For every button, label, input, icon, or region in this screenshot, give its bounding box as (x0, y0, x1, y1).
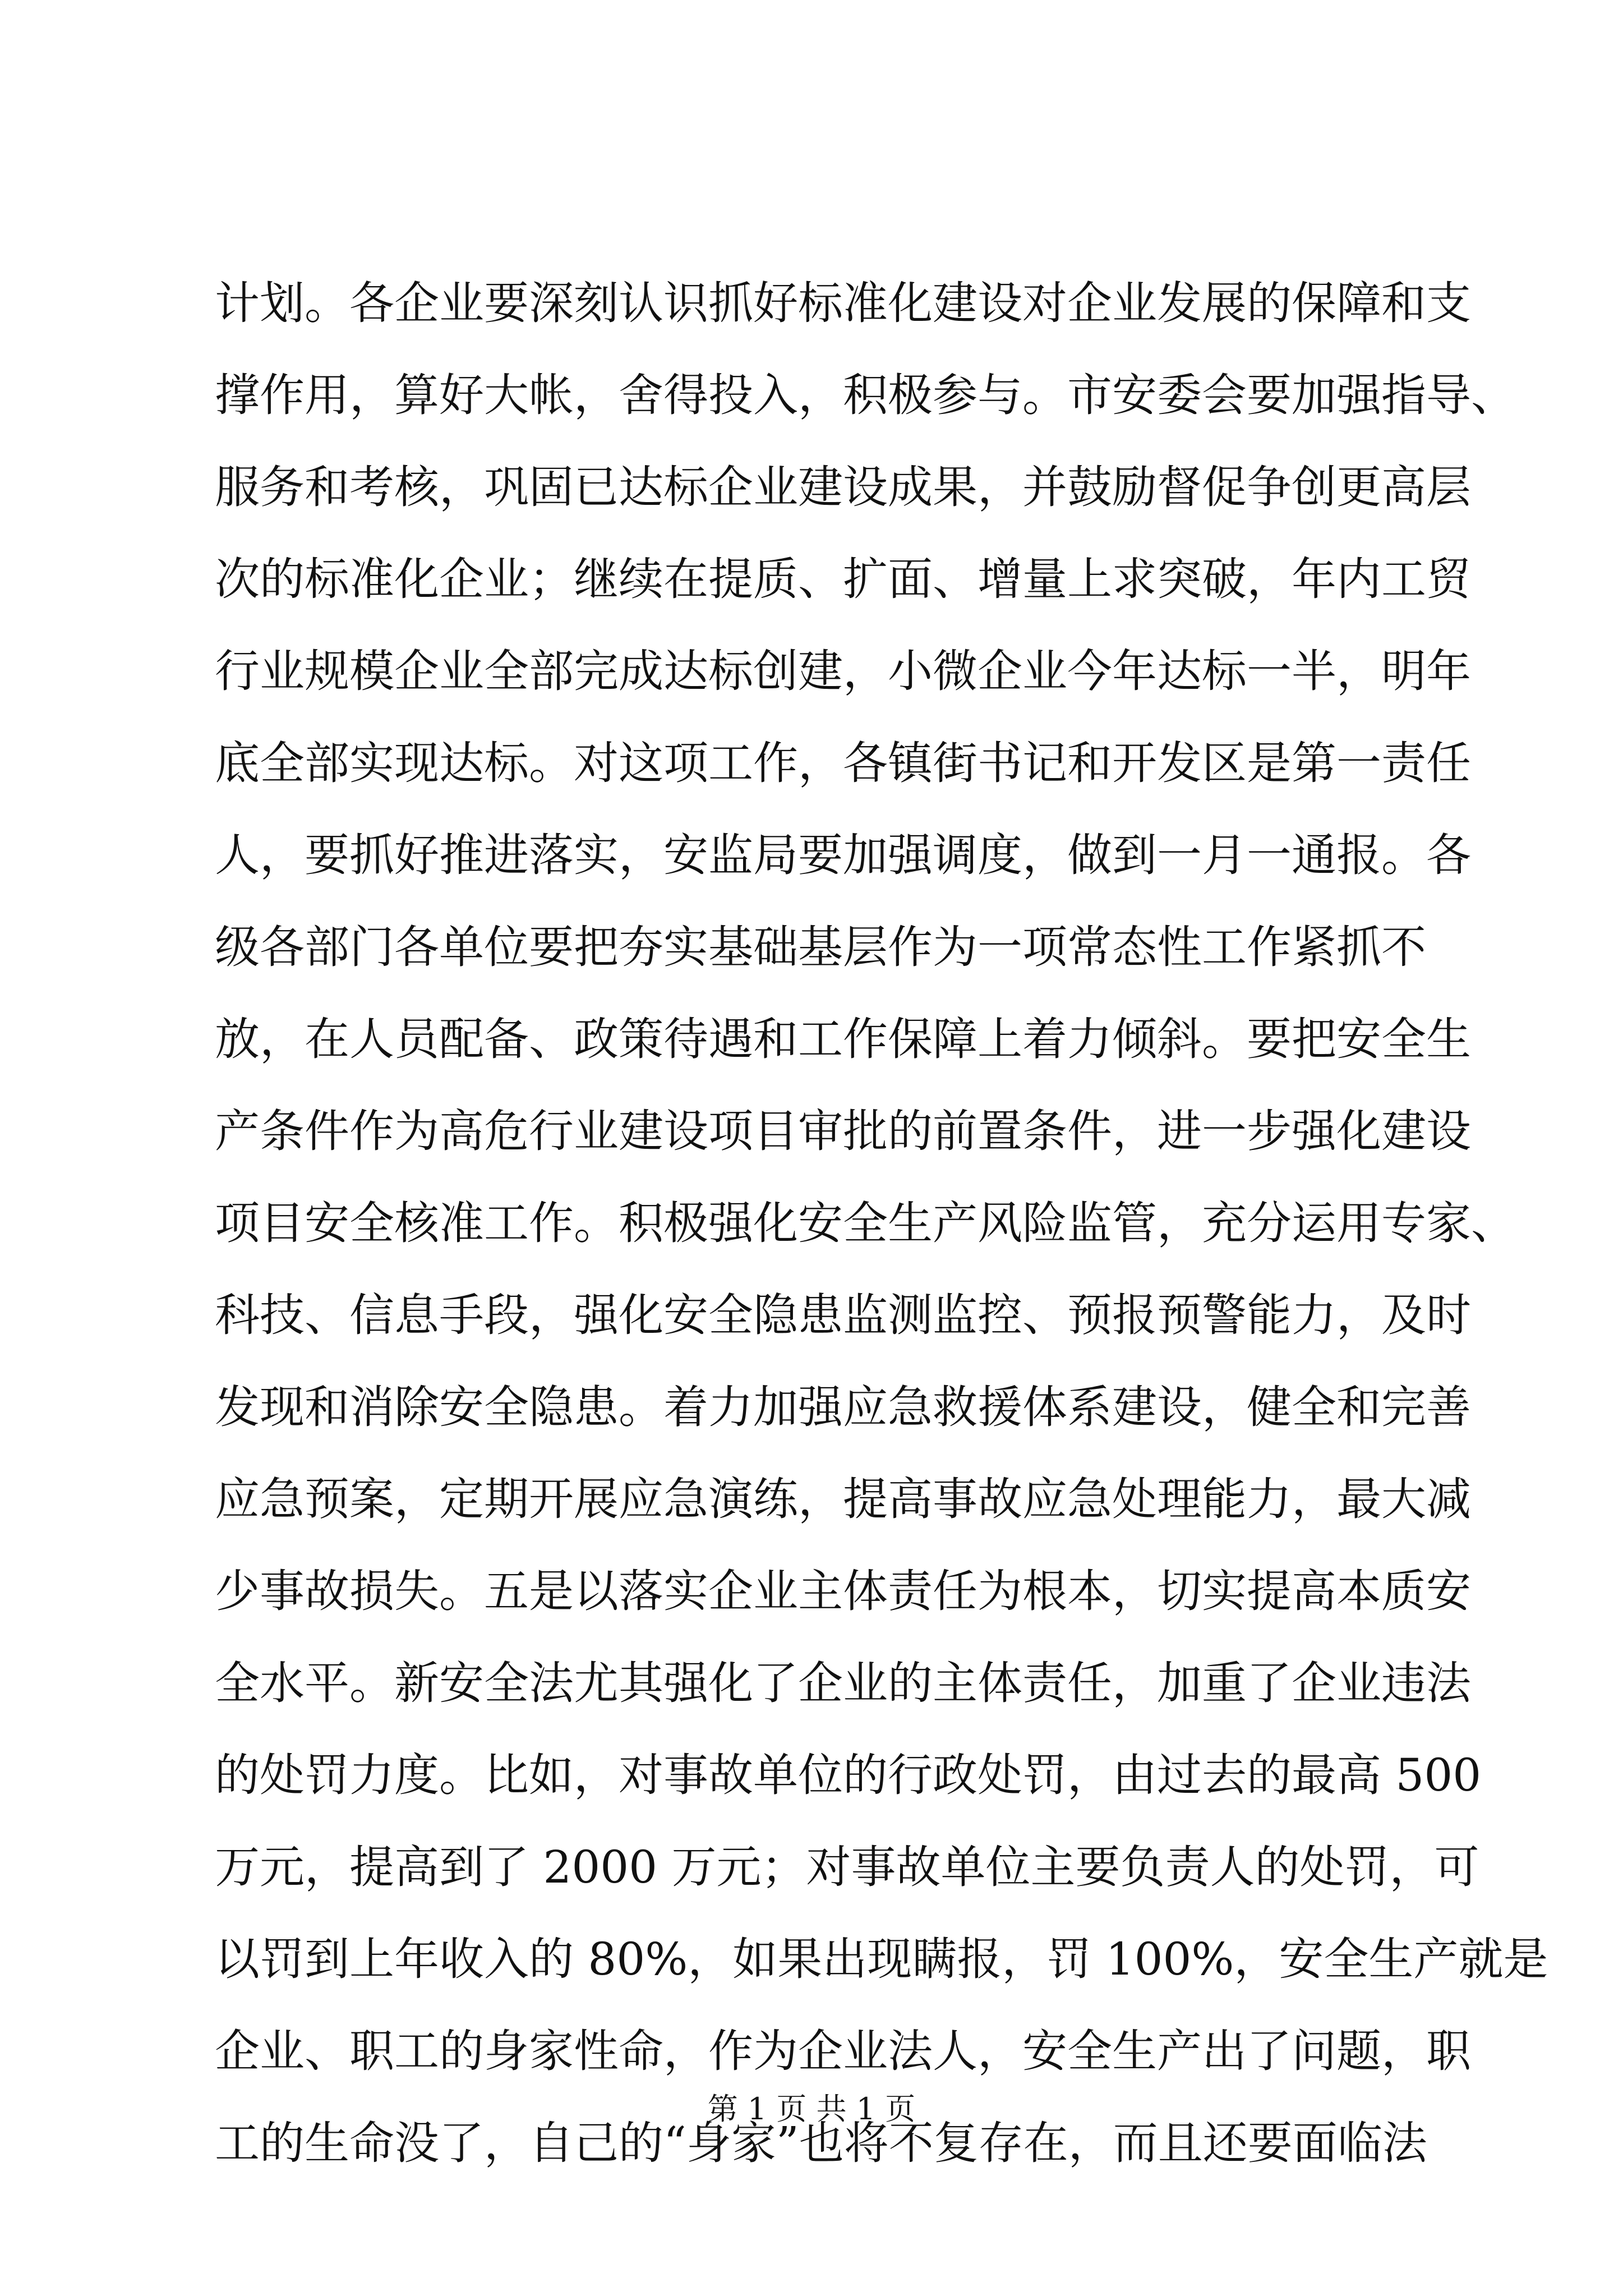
text-line: 企业、职工的身家性命，作为企业法人，安全生产出了问题，职 (215, 2025, 1471, 2077)
text-line: 人，要抓好推进落实，安监局要加强调度，做到一月一通报。各 (215, 829, 1471, 881)
text-line: 撑作用，算好大帐，舍得投入，积极参与。市安委会要加强指导、 (215, 369, 1516, 421)
page-number-label: 第 1 页 共 1 页 (707, 2091, 916, 2127)
text-line: 放，在人员配备、政策待遇和工作保障上着力倾斜。要把安全生 (215, 1013, 1471, 1065)
page-footer (0, 2090, 1623, 2129)
text-line: 级各部门各单位要把夯实基础基层作为一项常态性工作紧抓不 (215, 921, 1426, 973)
text-line: 的处罚力度。比如，对事故单位的行政处罚，由过去的最高 500 (215, 1749, 1482, 1801)
text-line: 底全部实现达标。对这项工作，各镇街书记和开发区是第一责任 (215, 737, 1471, 789)
text-line: 次的标准化企业；继续在提质、扩面、增量上求突破，年内工贸 (215, 553, 1471, 605)
body-text (215, 257, 1548, 2189)
text-line: 全水平。新安全法尤其强化了企业的主体责任，加重了企业违法 (215, 1657, 1471, 1709)
text-line: 以罚到上年收入的 80%，如果出现瞒报，罚 100%，安全生产就是 (215, 1933, 1548, 1985)
text-line: 计划。各企业要深刻认识抓好标准化建设对企业发展的保障和支 (215, 277, 1471, 329)
text-line: 行业规模企业全部完成达标创建，小微企业今年达标一半，明年 (215, 645, 1471, 697)
text-line: 应急预案，定期开展应急演练，提高事故应急处理能力，最大减 (215, 1473, 1471, 1525)
text-line: 万元，提高到了 2000 万元；对事故单位主要负责人的处罚，可 (215, 1841, 1479, 1893)
text-line: 发现和消除安全隐患。着力加强应急救援体系建设，健全和完善 (215, 1381, 1471, 1433)
text-line: 产条件作为高危行业建设项目审批的前置条件，进一步强化建设 (215, 1105, 1471, 1157)
text-line: 项目安全核准工作。积极强化安全生产风险监管，充分运用专家、 (215, 1197, 1516, 1249)
text-line: 科技、信息手段，强化安全隐患监测监控、预报预警能力，及时 (215, 1289, 1471, 1341)
text-line: 服务和考核，巩固已达标企业建设成果，并鼓励督促争创更高层 (215, 461, 1471, 513)
text-line: 少事故损失。五是以落实企业主体责任为根本，切实提高本质安 (215, 1565, 1471, 1617)
text-line: 工的生命没了，自己的“身家”也将不复存在，而且还要面临法 (215, 2117, 1427, 2169)
